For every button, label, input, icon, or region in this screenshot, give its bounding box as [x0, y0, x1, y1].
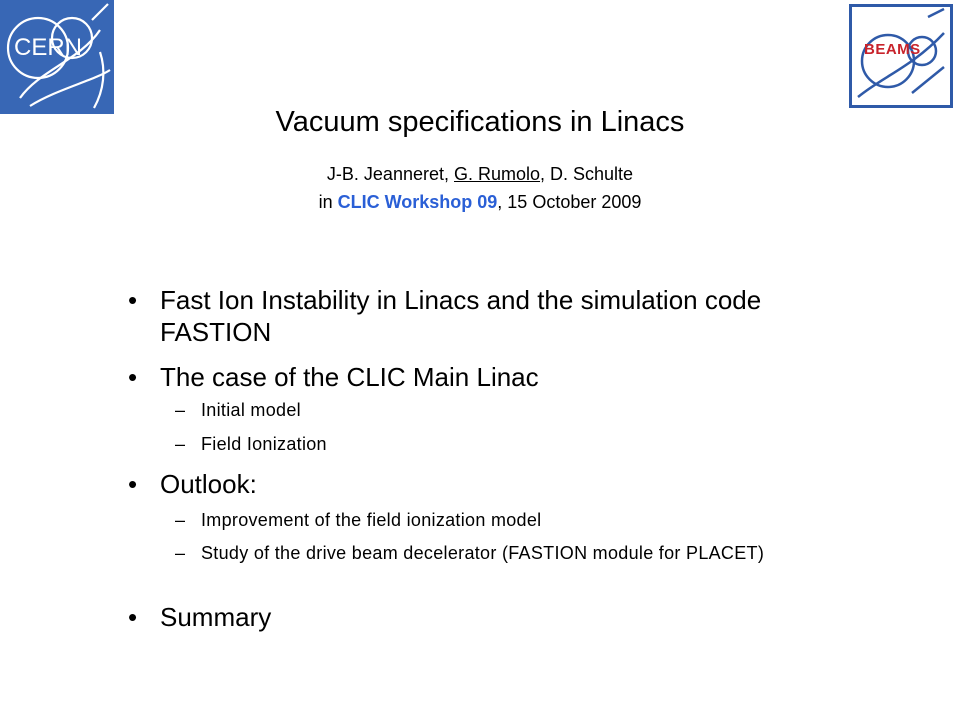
- outline-subitem-text: Field Ionization: [201, 434, 327, 454]
- outline-subitem-text: Improvement of the field ionization model: [201, 510, 542, 530]
- dash-icon: –: [175, 434, 186, 454]
- outline-subitem-field-ionization: [175, 433, 835, 455]
- outline-item-text: Summary: [160, 602, 272, 632]
- outline-subitem-text: Initial model: [201, 400, 301, 420]
- cern-logo-text: CERN: [14, 34, 83, 61]
- bullet-icon: •: [128, 285, 138, 315]
- venue-pre: in: [318, 192, 338, 212]
- outline-subitem-initial-model: [175, 399, 835, 421]
- outline-item-fast-ion: [130, 284, 830, 348]
- dash-icon: –: [175, 543, 186, 563]
- outline-subitem-improvement: [175, 509, 835, 531]
- dash-icon: –: [175, 510, 186, 530]
- outline-item-main-linac: [130, 361, 830, 393]
- outline-subitem-drive-beam: [175, 542, 855, 564]
- beams-logo-text: BEAMS: [864, 41, 921, 58]
- dash-icon: –: [175, 400, 186, 420]
- outline-item-text: Outlook:: [160, 469, 257, 499]
- bullet-icon: •: [128, 469, 138, 499]
- outline-item-summary: [130, 601, 830, 633]
- slide-title-text: Vacuum specifications in Linacs: [275, 106, 685, 138]
- authors-pre: J-B. Jeanneret,: [326, 164, 454, 184]
- bullet-icon: •: [128, 602, 138, 632]
- outline-item-text: The case of the CLIC Main Linac: [160, 362, 539, 392]
- outline-item-outlook: [130, 468, 830, 500]
- outline-subitem-text: Study of the drive beam decelerator (FASTION module for PLACET): [201, 543, 765, 563]
- outline-item-text: Fast Ion Instability in Linacs and the simulation code FASTION: [160, 285, 762, 347]
- venue-post: , 15 October 2009: [497, 192, 642, 212]
- authors-underlined: G. Rumolo: [454, 164, 541, 184]
- venue-highlight: CLIC Workshop 09: [337, 192, 498, 212]
- bullet-icon: •: [128, 362, 138, 392]
- authors-post: , D. Schulte: [540, 164, 634, 184]
